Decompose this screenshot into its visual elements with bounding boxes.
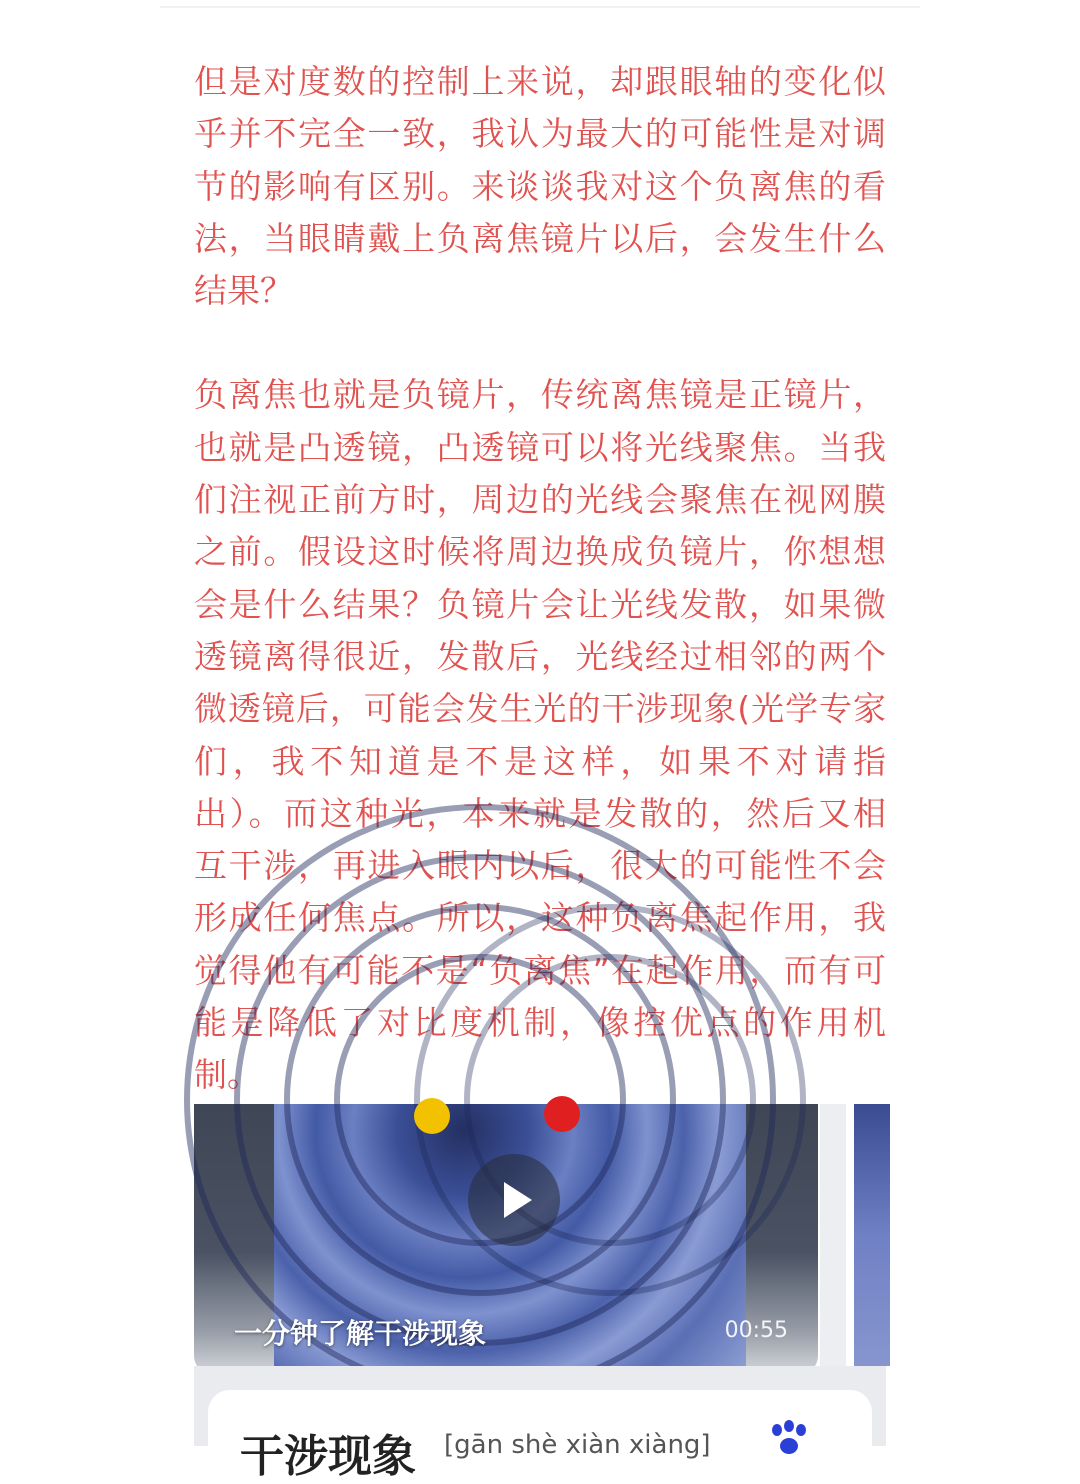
next-video-thumbnail[interactable]: [850, 1104, 890, 1366]
yellow-ball-icon: [414, 1098, 450, 1134]
text-line: 节的影响有区别。来谈谈我对这个负离焦的看: [194, 166, 886, 206]
text-line: 透镜离得很近，发散后，光线经过相邻的两个: [194, 636, 886, 676]
text-line: 们，我不知道是不是这样，如果不对请指: [194, 741, 886, 781]
text-line: 们注视正前方时，周边的光线会聚焦在视网膜: [194, 480, 886, 520]
text-line: 会是什么结果？负镜片会让光线发散，如果微: [194, 584, 886, 624]
video-card[interactable]: [194, 1104, 886, 1482]
text-line: 但是对度数的控制上来说，却跟眼轴的变化似: [194, 62, 886, 101]
text-line: 能是降低了对比度机制，像控优点的作用机: [194, 1003, 886, 1043]
red-ball-icon: [544, 1096, 580, 1132]
text-line: 觉得他有可能不是“负离焦”在起作用，而有可: [194, 950, 886, 990]
text-line: 也就是凸透镜，凸透镜可以将光线聚焦。当我: [194, 427, 886, 467]
text-line: 形成任何焦点。所以，这种负离焦起作用，我: [194, 898, 886, 938]
text-line: 微透镜后，可能会发生光的干涉现象(光学专家: [194, 689, 886, 729]
text-line: 负离焦也就是负镜片，传统离焦镜是正镜片，: [194, 375, 886, 415]
dictionary-pinyin: [gān shè xiàn xiàng]: [444, 1430, 711, 1460]
paw-icon[interactable]: [768, 1424, 812, 1454]
text-line: 互干涉，再进入眼内以后，很大的可能性不会: [194, 846, 886, 886]
video-title: 一分钟了解干涉现象: [234, 1317, 487, 1350]
text-line: 出）。而这种光，本来就是发散的，然后又相: [194, 793, 886, 833]
carousel-gap: [820, 1104, 846, 1374]
dictionary-card[interactable]: [208, 1390, 872, 1482]
play-icon: [504, 1182, 532, 1218]
text-line: 结果？: [194, 271, 293, 311]
video-duration: 00:55: [724, 1318, 788, 1343]
text-line: 乎并不完全一致，我认为最大的可能性是对调: [194, 114, 886, 154]
video-player[interactable]: [194, 1104, 818, 1374]
dictionary-term: 干涉现象: [240, 1431, 416, 1482]
paragraph-1: [194, 56, 886, 317]
text-line: 之前。假设这时候将周边换成负镜片，你想想: [194, 532, 886, 572]
text-line: 法，当眼睛戴上负离焦镜片以后，会发生什么: [194, 218, 886, 258]
top-divider: [160, 6, 920, 8]
play-button[interactable]: [468, 1154, 560, 1246]
text-line: 制。: [194, 1055, 260, 1095]
